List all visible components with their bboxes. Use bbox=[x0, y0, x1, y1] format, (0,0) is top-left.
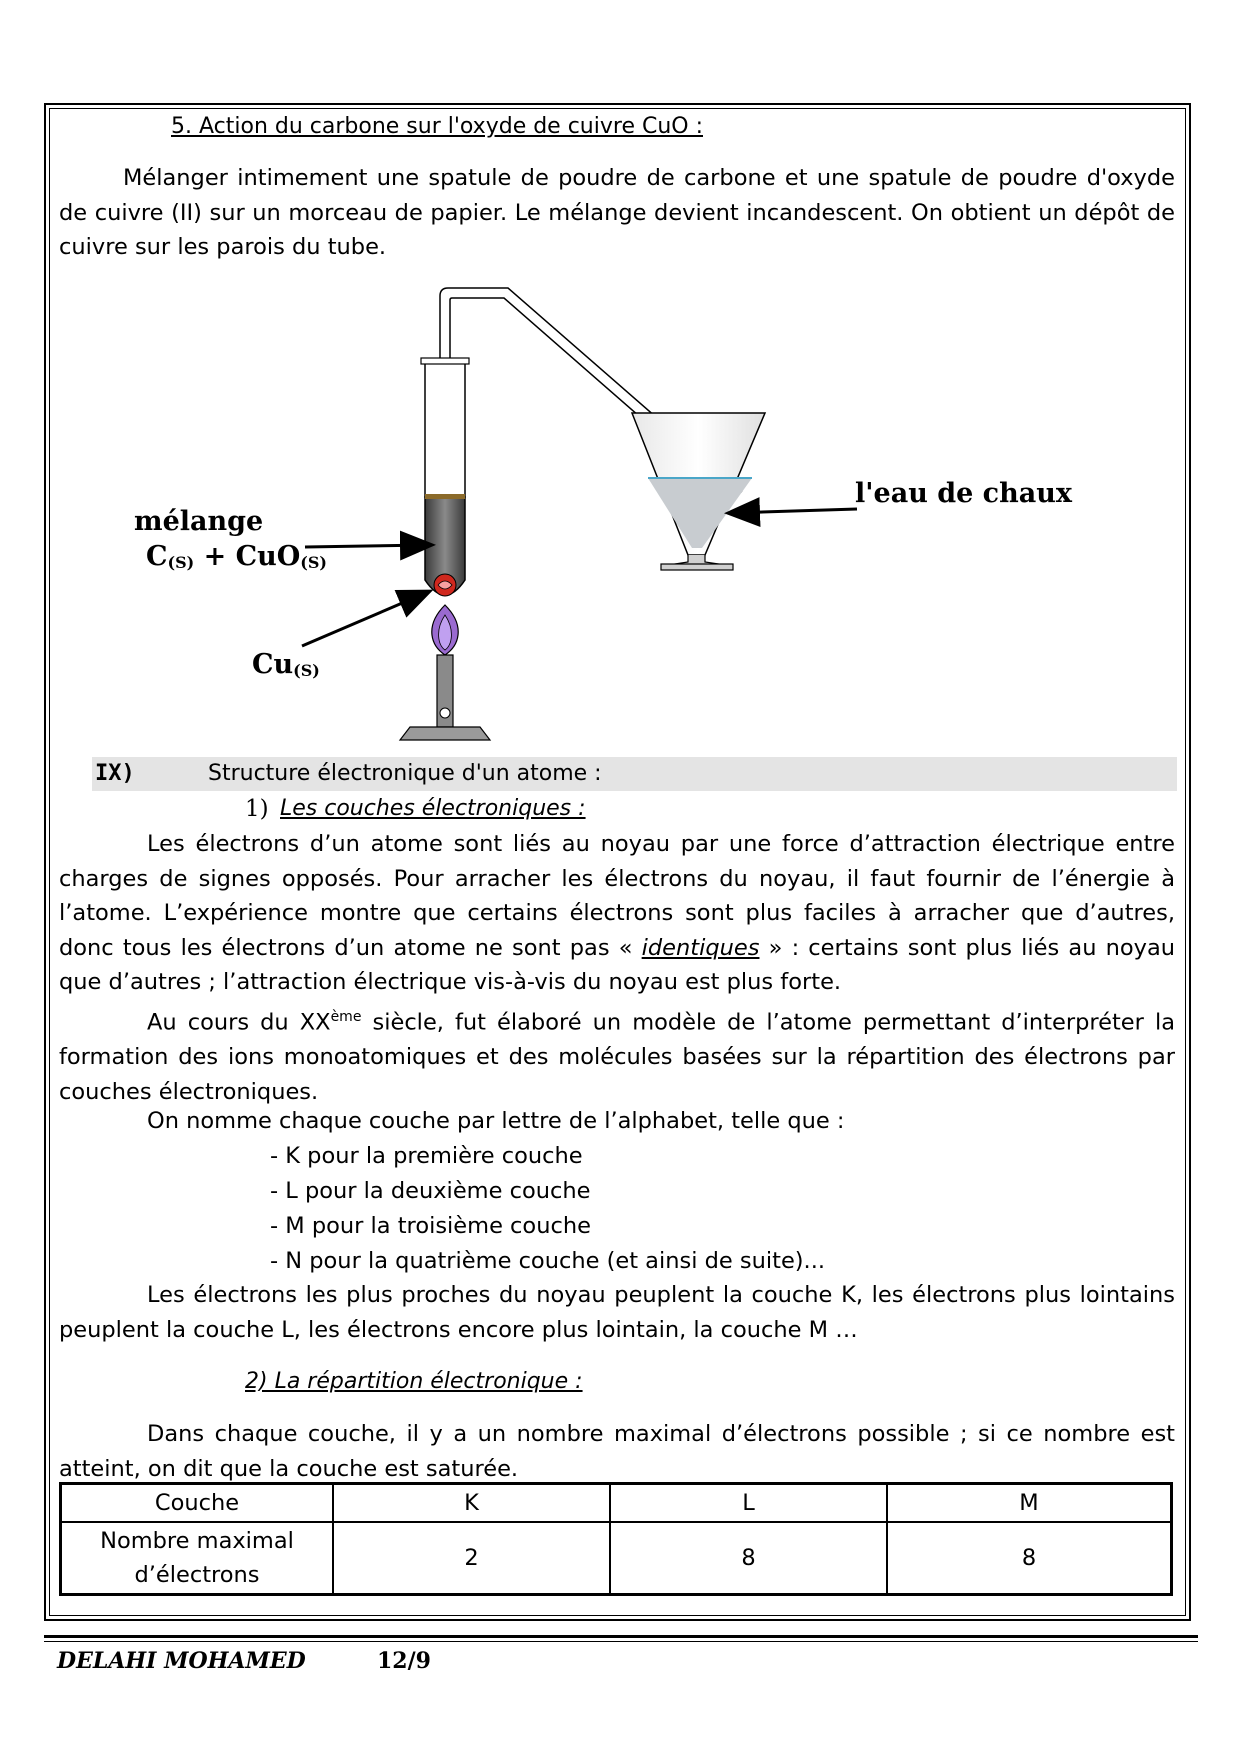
burner-flame bbox=[432, 605, 458, 655]
experiment-figure bbox=[0, 0, 1240, 760]
paragraph-4 bbox=[59, 1278, 1175, 1347]
table-row-label bbox=[61, 1522, 334, 1595]
paragraph-2 bbox=[59, 1000, 1175, 1109]
footer-rule-thick bbox=[44, 1635, 1198, 1638]
list-item-l: - L pour la deuxième couche bbox=[270, 1178, 591, 1204]
list-item-m: - M pour la troisième couche bbox=[270, 1213, 591, 1239]
row-label-line-2: d’électrons bbox=[134, 1562, 260, 1588]
couches-table bbox=[59, 1482, 1173, 1596]
paragraph-5-text: Dans chaque couche, il y a un nombre maximal d’électrons possible ; si ce nombre est atteint, on dit que la couche est saturée. bbox=[59, 1421, 1175, 1482]
section5-title: 5. Action du carbone sur l'oxyde de cuivre CuO : bbox=[171, 114, 703, 139]
paragraph-2-a: Au cours du XX bbox=[147, 1009, 331, 1036]
paragraph-3: On nomme chaque couche par lettre de l’alphabet, telle que : bbox=[147, 1108, 845, 1134]
paragraph-1-a: Les électrons d’un atome sont liés au noyau par une force d’attraction électrique entre charges de signes opposés. Pour arracher les électrons du noyau, il faut fournir de l’énergie à l’atome. L’expérience montre que certains électrons sont plus faciles à arracher que d’autres, donc tous les électrons d’un atome ne sont pas « bbox=[59, 831, 1175, 961]
table-cell: 8 bbox=[610, 1522, 887, 1595]
section5-text-content: Mélanger intimement une spatule de poudre de carbone et une spatule de poudre d'oxyde de cuivre (II) sur un morceau de papier. Le mélange devient incandescent. On obtient un dépôt de cuivre sur les parois du tube. bbox=[59, 165, 1175, 261]
paragraph-2-b: siècle, fut élaboré un modèle de l’atome permettant d’interpréter la formation des ions monoatomiques et des molécules basées sur la répartition des électrons par couches électroniques. bbox=[59, 1009, 1175, 1105]
paragraph-1-b: » : certains sont plus liés au noyau que d’autres ; l’attraction électrique vis-à-vis du noyau est plus forte. bbox=[59, 934, 1176, 996]
table-cell: 2 bbox=[333, 1522, 610, 1595]
incandescent-mixture bbox=[434, 574, 456, 596]
row-label-line-1: Nombre maximal bbox=[100, 1528, 294, 1554]
section9-number: IX) bbox=[95, 761, 135, 786]
test-tube bbox=[421, 358, 469, 595]
paragraph-2-sup: ème bbox=[330, 1009, 362, 1025]
table-row bbox=[61, 1522, 1172, 1595]
sub2-title: 2) La répartition électronique : bbox=[245, 1369, 583, 1394]
paragraph-4-text: Les électrons les plus proches du noyau peuplent la couche K, les électrons plus lointains peuplent la couche L, les électrons encore plus lointain, la couche M … bbox=[59, 1282, 1175, 1343]
label-state-2: (S) bbox=[300, 553, 327, 572]
conical-glass bbox=[632, 413, 765, 570]
label-eau-de-chaux: l'eau de chaux bbox=[855, 478, 1072, 509]
list-item-n: - N pour la quatrième couche (et ainsi de suite)... bbox=[270, 1248, 826, 1274]
paragraph-1-emphasis: identiques bbox=[641, 934, 760, 961]
sub1-title: Les couches électroniques : bbox=[280, 796, 586, 821]
label-cuo: + CuO bbox=[194, 541, 301, 572]
arrow-cu bbox=[302, 592, 428, 646]
paragraph-5 bbox=[59, 1417, 1175, 1486]
arrow-eau bbox=[730, 509, 857, 513]
footer-rule-thin bbox=[44, 1641, 1198, 1642]
table-header-cell: K bbox=[333, 1484, 610, 1523]
sub1-number: 1) bbox=[245, 796, 269, 822]
table-cell: 8 bbox=[887, 1522, 1172, 1595]
table-header-cell: Couche bbox=[61, 1484, 334, 1523]
label-reactants bbox=[146, 541, 327, 572]
footer-page-number: 12/9 bbox=[377, 1648, 431, 1674]
table-header-cell: M bbox=[887, 1484, 1172, 1523]
label-cu-text: Cu bbox=[252, 649, 294, 680]
footer-author: DELAHI MOHAMED bbox=[57, 1648, 306, 1674]
label-melange: mélange bbox=[134, 506, 264, 537]
label-state-1: (S) bbox=[167, 553, 195, 572]
table-header-cell: L bbox=[610, 1484, 887, 1523]
bunsen-burner bbox=[400, 655, 490, 740]
table-header-row bbox=[61, 1484, 1172, 1523]
paragraph-1 bbox=[59, 827, 1175, 1000]
list-item-k: - K pour la première couche bbox=[270, 1143, 583, 1169]
label-state-3: (S) bbox=[293, 661, 320, 680]
section9-title: Structure électronique d'un atome : bbox=[208, 761, 602, 786]
label-c: C bbox=[146, 541, 168, 572]
label-cu bbox=[252, 649, 320, 680]
